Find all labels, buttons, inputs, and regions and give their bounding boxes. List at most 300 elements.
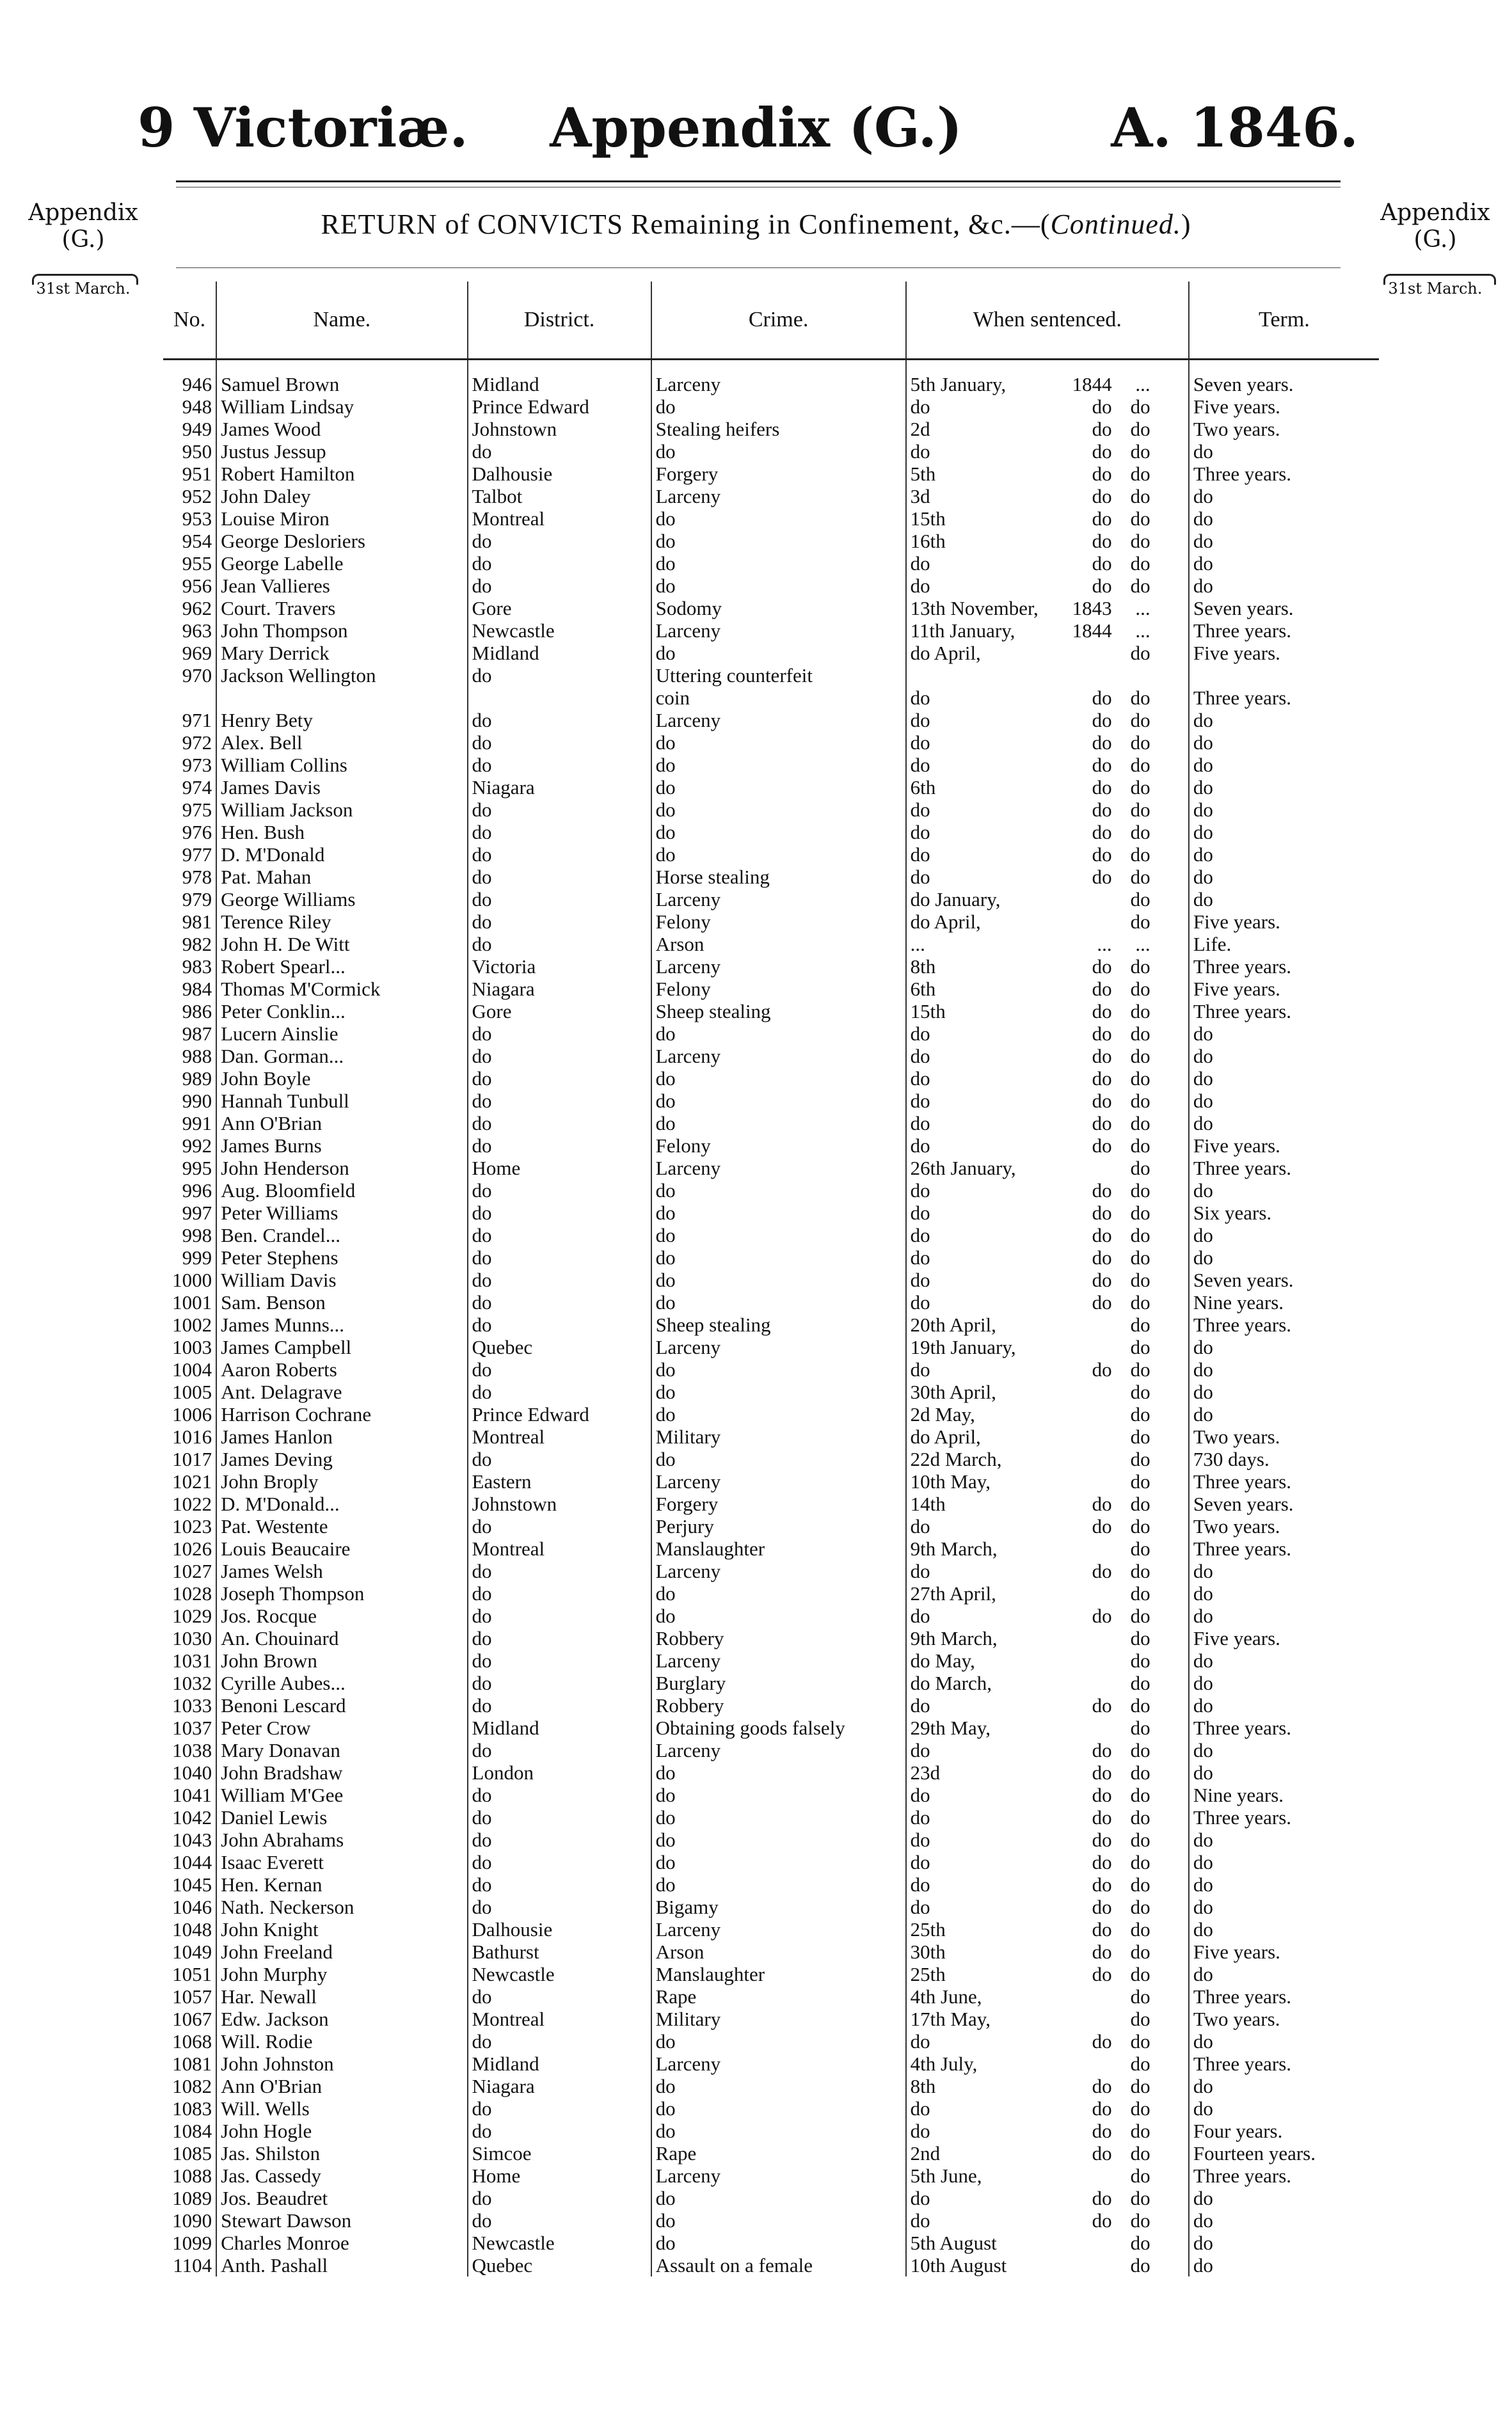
sentenced-day: 30th: [910, 1941, 946, 1963]
convict-name: Peter Stephens: [216, 1246, 467, 1269]
table-row: [163, 2075, 1379, 2097]
sentenced-tail: do: [1130, 1246, 1150, 1269]
table-title-continued: Continued.: [1050, 209, 1181, 240]
convict-name: Charles Monroe: [216, 2232, 467, 2254]
sentenced-day: do April,: [910, 910, 981, 933]
convict-district: Montreal: [468, 507, 651, 530]
convict-term: Three years.: [1193, 1157, 1292, 1179]
convict-number: 952: [163, 485, 216, 507]
sentenced-day: do May,: [910, 1649, 975, 1672]
sentenced-tail: do: [1130, 1202, 1150, 1224]
sentenced-tail: do: [1130, 1426, 1150, 1448]
convict-district: do: [468, 440, 651, 463]
table-row: [163, 1717, 1379, 1739]
sentenced-tail: do: [1130, 1896, 1150, 1918]
convict-sentenced: [906, 360, 1189, 396]
convict-number: 1003: [163, 1336, 216, 1358]
sentenced-tail: do: [1130, 1470, 1150, 1493]
convict-number: 988: [163, 1045, 216, 1067]
table-row: [163, 360, 1379, 396]
sentenced-year: [1061, 1426, 1112, 1448]
convict-name: Peter Crow: [216, 1717, 467, 1739]
table-row: [163, 2120, 1379, 2142]
convict-crime: Perjury: [651, 1515, 906, 1537]
sentenced-year: [1061, 1314, 1112, 1336]
convict-number: 992: [163, 1134, 216, 1157]
convict-name: Thomas M'Cormick: [216, 978, 467, 1000]
convict-district: do: [468, 530, 651, 552]
convict-crime: Larceny: [651, 485, 906, 507]
convict-term: Five years.: [1193, 978, 1280, 1000]
convict-term: do: [1193, 1224, 1213, 1246]
sentenced-year: do: [1092, 754, 1112, 776]
convict-district: do: [468, 2209, 651, 2232]
convict-crime: do: [651, 1851, 906, 1873]
table-row: [163, 395, 1379, 418]
sentenced-day: ...: [910, 933, 925, 955]
convict-crime: do: [651, 776, 906, 798]
convict-district: do: [468, 866, 651, 888]
table-row: [163, 1358, 1379, 1381]
convict-district: do: [468, 1179, 651, 1202]
convict-crime: do: [651, 1090, 906, 1112]
convict-sentenced: [906, 440, 1189, 463]
convict-name: Jas. Cassedy: [216, 2165, 467, 2187]
convict-number: 990: [163, 1090, 216, 1112]
convict-crime: Burglary: [651, 1672, 906, 1694]
convict-name: John Bradshaw: [216, 1761, 467, 1784]
table-row: [163, 1515, 1379, 1537]
sentenced-year: do: [1092, 821, 1112, 843]
convict-sentenced: [906, 1582, 1189, 1605]
sentenced-year: [1061, 1985, 1112, 2008]
sentenced-tail: do: [1130, 1179, 1150, 1202]
convict-crime: do: [651, 798, 906, 821]
convict-term: do: [1193, 1246, 1213, 1269]
sentenced-year: do: [1092, 552, 1112, 575]
convict-sentenced: [906, 2142, 1189, 2165]
convict-sentenced: [906, 1246, 1189, 1269]
sentenced-tail: do: [1130, 642, 1150, 664]
convict-sentenced: [906, 2053, 1189, 2075]
sentenced-tail: do: [1130, 1784, 1150, 1806]
table-row: [163, 2142, 1379, 2165]
convict-term: do: [1193, 1761, 1213, 1784]
sentenced-year: do: [1092, 485, 1112, 507]
convict-number: 972: [163, 731, 216, 754]
sentenced-year: do: [1092, 2209, 1112, 2232]
convict-crime: Larceny: [651, 360, 906, 396]
convict-sentenced: [906, 1403, 1189, 1426]
table-row: [163, 1090, 1379, 1112]
sentenced-day: 11th January,: [910, 619, 1015, 642]
sentenced-year: 1843: [1072, 597, 1112, 619]
convict-district: do: [468, 1090, 651, 1112]
convict-crime: do: [651, 440, 906, 463]
convict-sentenced: [906, 1985, 1189, 2008]
convict-district: Dalhousie: [468, 1918, 651, 1941]
convict-sentenced: [906, 1381, 1189, 1403]
convict-number: 1037: [163, 1717, 216, 1739]
convict-crime: do: [651, 1761, 906, 1784]
convict-term: Three years.: [1193, 2165, 1292, 2187]
sentenced-year: [1061, 2008, 1112, 2030]
convict-number: 1029: [163, 1605, 216, 1627]
convict-crime: do: [651, 1873, 906, 1896]
convict-district: do: [468, 843, 651, 866]
sentenced-day: do: [910, 1851, 930, 1873]
convict-district: do: [468, 1806, 651, 1829]
convict-number: 1042: [163, 1806, 216, 1829]
sentenced-day: 17th May,: [910, 2008, 991, 2030]
convict-sentenced: [906, 1493, 1189, 1515]
convict-term: do: [1193, 530, 1213, 552]
convict-number: 1022: [163, 1493, 216, 1515]
convict-crime: Larceny: [651, 2053, 906, 2075]
convict-district: Home: [468, 1157, 651, 1179]
table-row: [163, 1627, 1379, 1649]
sentenced-tail: do: [1130, 1381, 1150, 1403]
convict-number: 1084: [163, 2120, 216, 2142]
sentenced-day: 15th: [910, 1000, 946, 1022]
convict-sentenced: [906, 1941, 1189, 1963]
convict-name: William M'Gee: [216, 1784, 467, 1806]
convict-district: Midland: [468, 360, 651, 396]
convict-sentenced: [906, 1963, 1189, 1985]
convict-term: do: [1193, 1605, 1213, 1627]
sentenced-year: [1061, 1627, 1112, 1649]
convict-term: do: [1193, 2254, 1213, 2276]
sentenced-day: do: [910, 2209, 930, 2232]
convict-name: Jean Vallieres: [216, 575, 467, 597]
convict-term: Nine years.: [1193, 1291, 1284, 1314]
convict-crime: Rape: [651, 1985, 906, 2008]
sentenced-tail: do: [1130, 2120, 1150, 2142]
convict-term: do: [1193, 485, 1213, 507]
convict-number: 1099: [163, 2232, 216, 2254]
table-row: [163, 2209, 1379, 2232]
convict-term: Nine years.: [1193, 1784, 1284, 1806]
sentenced-year: do: [1092, 1806, 1112, 1829]
convict-sentenced: [906, 1851, 1189, 1873]
convict-number: 979: [163, 888, 216, 910]
convict-crime: Robbery: [651, 1694, 906, 1717]
convict-sentenced: [906, 1179, 1189, 1202]
sentenced-year: do: [1092, 1224, 1112, 1246]
table-row: [163, 664, 1379, 687]
convict-term: do: [1193, 2232, 1213, 2254]
convict-name: James Munns...: [216, 1314, 467, 1336]
convict-crime: Arson: [651, 933, 906, 955]
sentenced-tail: do: [1130, 1761, 1150, 1784]
convict-crime: Robbery: [651, 1627, 906, 1649]
convict-name: James Campbell: [216, 1336, 467, 1358]
convict-number: 1043: [163, 1829, 216, 1851]
convict-number: 963: [163, 619, 216, 642]
convict-sentenced: [906, 1045, 1189, 1067]
sentenced-day: do: [910, 2187, 930, 2209]
sentenced-day: do: [910, 1291, 930, 1314]
convict-sentenced: [906, 1202, 1189, 1224]
convict-name: William Lindsay: [216, 395, 467, 418]
side-brace-right: [1383, 274, 1496, 285]
convict-number: 1046: [163, 1896, 216, 1918]
sentenced-year: do: [1092, 798, 1112, 821]
convict-number: 956: [163, 575, 216, 597]
convict-number: 981: [163, 910, 216, 933]
convict-crime: Sheep stealing: [651, 1314, 906, 1336]
sentenced-year: [1061, 1717, 1112, 1739]
convict-district: do: [468, 1582, 651, 1605]
table-row: [163, 1000, 1379, 1022]
convict-name: John Broply: [216, 1470, 467, 1493]
convict-number: 1016: [163, 1426, 216, 1448]
convict-term: do: [1193, 552, 1213, 575]
sentenced-year: do: [1092, 395, 1112, 418]
side-note-label: Appendix: [1380, 200, 1490, 226]
convict-number: 998: [163, 1224, 216, 1246]
convict-sentenced: [906, 1470, 1189, 1493]
side-note-label: Appendix: [28, 200, 138, 226]
convict-district: do: [468, 731, 651, 754]
col-header-district: District.: [468, 282, 651, 360]
sentenced-tail: do: [1130, 1963, 1150, 1985]
convict-crime: do: [651, 843, 906, 866]
sentenced-year: do: [1092, 1515, 1112, 1537]
sentenced-year: do: [1092, 687, 1112, 709]
sentenced-tail: do: [1130, 2008, 1150, 2030]
convict-term: [1189, 664, 1379, 687]
table-row: [163, 1649, 1379, 1672]
sentenced-tail: do: [1130, 485, 1150, 507]
convict-crime: do: [651, 1291, 906, 1314]
convict-term: Five years.: [1193, 642, 1280, 664]
convict-sentenced: [906, 1336, 1189, 1358]
table-row: [163, 1246, 1379, 1269]
table-row: [163, 2030, 1379, 2053]
convict-district: do: [468, 575, 651, 597]
sentenced-day: 15th: [910, 507, 946, 530]
sentenced-tail: do: [1130, 1717, 1150, 1739]
convict-number: 1068: [163, 2030, 216, 2053]
table-row: [163, 1963, 1379, 1985]
convict-sentenced: [906, 866, 1189, 888]
sentenced-day: 29th May,: [910, 1717, 991, 1739]
convict-number: 973: [163, 754, 216, 776]
convict-term: do: [1193, 1381, 1213, 1403]
sentenced-day: 4th June,: [910, 1985, 982, 2008]
convict-term: Three years.: [1193, 1717, 1292, 1739]
convict-term: Three years.: [1193, 955, 1292, 978]
convict-district: do: [468, 1851, 651, 1873]
convict-district: do: [468, 821, 651, 843]
table-row: [163, 1426, 1379, 1448]
convict-sentenced: [906, 485, 1189, 507]
convict-term: do: [1193, 888, 1213, 910]
convict-crime: do: [651, 2097, 906, 2120]
convict-number: 983: [163, 955, 216, 978]
table-row: [163, 1291, 1379, 1314]
convict-crime: do: [651, 575, 906, 597]
convict-name: Jos. Beaudret: [216, 2187, 467, 2209]
convict-number: 962: [163, 597, 216, 619]
sentenced-tail: do: [1130, 1985, 1150, 2008]
table-row: [163, 1112, 1379, 1134]
sentenced-year: do: [1092, 1941, 1112, 1963]
convict-district: do: [468, 709, 651, 731]
side-brace-left: [32, 274, 138, 285]
convict-name: George Labelle: [216, 552, 467, 575]
sentenced-year: do: [1092, 731, 1112, 754]
convict-sentenced: [906, 530, 1189, 552]
convict-name: Edw. Jackson: [216, 2008, 467, 2030]
convict-number: 1040: [163, 1761, 216, 1784]
sentenced-tail: do: [1130, 2254, 1150, 2276]
convict-name: John Hogle: [216, 2120, 467, 2142]
convict-crime: Larceny: [651, 1157, 906, 1179]
convict-sentenced: [906, 2232, 1189, 2254]
table-row: [163, 2097, 1379, 2120]
sentenced-day: 22d March,: [910, 1448, 1002, 1470]
sentenced-year: do: [1092, 1784, 1112, 1806]
convict-name: George Williams: [216, 888, 467, 910]
table-row: [163, 1560, 1379, 1582]
convict-district: Quebec: [468, 2254, 651, 2276]
convict-number: 946: [163, 360, 216, 396]
sentenced-tail: do: [1130, 1873, 1150, 1896]
header-appendix: Appendix (G.): [550, 96, 962, 159]
convict-term: Three years.: [1193, 1806, 1292, 1829]
convict-number: 1002: [163, 1314, 216, 1336]
sentenced-year: do: [1092, 1022, 1112, 1045]
sentenced-tail: do: [1130, 1336, 1150, 1358]
convict-name: Stewart Dawson: [216, 2209, 467, 2232]
convict-term: Three years.: [1193, 1470, 1292, 1493]
convict-name: William Jackson: [216, 798, 467, 821]
convict-number: 949: [163, 418, 216, 440]
table-row: [163, 1739, 1379, 1761]
sentenced-day: 3d: [910, 485, 930, 507]
convict-sentenced: [906, 1761, 1189, 1784]
convict-name: Pat. Westente: [216, 1515, 467, 1537]
table-row: [163, 1224, 1379, 1246]
convict-sentenced: [906, 597, 1189, 619]
convict-district: do: [468, 1627, 651, 1649]
sentenced-tail: do: [1130, 1134, 1150, 1157]
convict-sentenced: [906, 664, 1189, 687]
convict-sentenced: [906, 1560, 1189, 1582]
convict-name: Mary Donavan: [216, 1739, 467, 1761]
convict-term: Three years.: [1193, 1537, 1292, 1560]
convict-crime: do: [651, 1112, 906, 1134]
table-row: [163, 1829, 1379, 1851]
convict-number: 1041: [163, 1784, 216, 1806]
convict-crime: Military: [651, 2008, 906, 2030]
convict-term: do: [1193, 1403, 1213, 1426]
convict-sentenced: [906, 731, 1189, 754]
sentenced-year: do: [1092, 709, 1112, 731]
convict-number: 1021: [163, 1470, 216, 1493]
convict-number: 969: [163, 642, 216, 664]
sentenced-day: do: [910, 2120, 930, 2142]
convict-sentenced: [906, 1918, 1189, 1941]
sentenced-year: 1844: [1072, 619, 1112, 642]
sentenced-tail: do: [1130, 776, 1150, 798]
convict-number: 995: [163, 1157, 216, 1179]
convict-district: do: [468, 2030, 651, 2053]
sentenced-tail: do: [1130, 1022, 1150, 1045]
convict-name: Pat. Mahan: [216, 866, 467, 888]
convict-district: Niagara: [468, 2075, 651, 2097]
sentenced-year: do: [1092, 955, 1112, 978]
sentenced-tail: do: [1130, 955, 1150, 978]
convict-term: do: [1193, 821, 1213, 843]
sentenced-tail: do: [1130, 440, 1150, 463]
table-row: [163, 1336, 1379, 1358]
convict-number: [163, 687, 216, 709]
sentenced-day: 8th: [910, 2075, 936, 2097]
convict-term: do: [1193, 1112, 1213, 1134]
sentenced-tail: do: [1130, 1560, 1150, 1582]
convict-term: do: [1193, 1022, 1213, 1045]
sentenced-tail: do: [1130, 1291, 1150, 1314]
convict-district: do: [468, 933, 651, 955]
convict-district: Niagara: [468, 776, 651, 798]
convict-number: 1089: [163, 2187, 216, 2209]
convict-name: William Davis: [216, 1269, 467, 1291]
convict-term: do: [1193, 1582, 1213, 1605]
sentenced-tail: do: [1130, 821, 1150, 843]
convict-name: D. M'Donald...: [216, 1493, 467, 1515]
convict-name: James Deving: [216, 1448, 467, 1470]
convict-crime: Arson: [651, 1941, 906, 1963]
table-row: [163, 1784, 1379, 1806]
convict-name: Cyrille Aubes...: [216, 1672, 467, 1694]
table-row: [163, 866, 1379, 888]
convict-number: 950: [163, 440, 216, 463]
convict-district: Newcastle: [468, 2232, 651, 2254]
convict-district: Talbot: [468, 485, 651, 507]
sentenced-day: do: [910, 1605, 930, 1627]
convict-crime: Felony: [651, 978, 906, 1000]
convict-district: Midland: [468, 642, 651, 664]
convict-number: 951: [163, 463, 216, 485]
convict-number: 1085: [163, 2142, 216, 2165]
table-row: [163, 485, 1379, 507]
col-header-no: No.: [163, 282, 216, 360]
convict-crime: do: [651, 552, 906, 575]
convict-sentenced: [906, 1067, 1189, 1090]
sentenced-tail: do: [1130, 1739, 1150, 1761]
convict-number: 1030: [163, 1627, 216, 1649]
table-row: [163, 709, 1379, 731]
convict-name: D. M'Donald: [216, 843, 467, 866]
convict-term: do: [1193, 709, 1213, 731]
sentenced-day: do: [910, 1090, 930, 1112]
sentenced-day: do: [910, 552, 930, 575]
convict-crime: do: [651, 1784, 906, 1806]
sentenced-tail: do: [1130, 978, 1150, 1000]
convict-sentenced: [906, 418, 1189, 440]
convict-name: Ben. Crandel...: [216, 1224, 467, 1246]
sentenced-tail: do: [1130, 1493, 1150, 1515]
convict-term: do: [1193, 1851, 1213, 1873]
convict-term: Seven years.: [1193, 373, 1294, 395]
sentenced-tail: do: [1130, 1403, 1150, 1426]
sentenced-year: do: [1092, 978, 1112, 1000]
sentenced-day: 20th April,: [910, 1314, 996, 1336]
sentenced-tail: do: [1130, 754, 1150, 776]
